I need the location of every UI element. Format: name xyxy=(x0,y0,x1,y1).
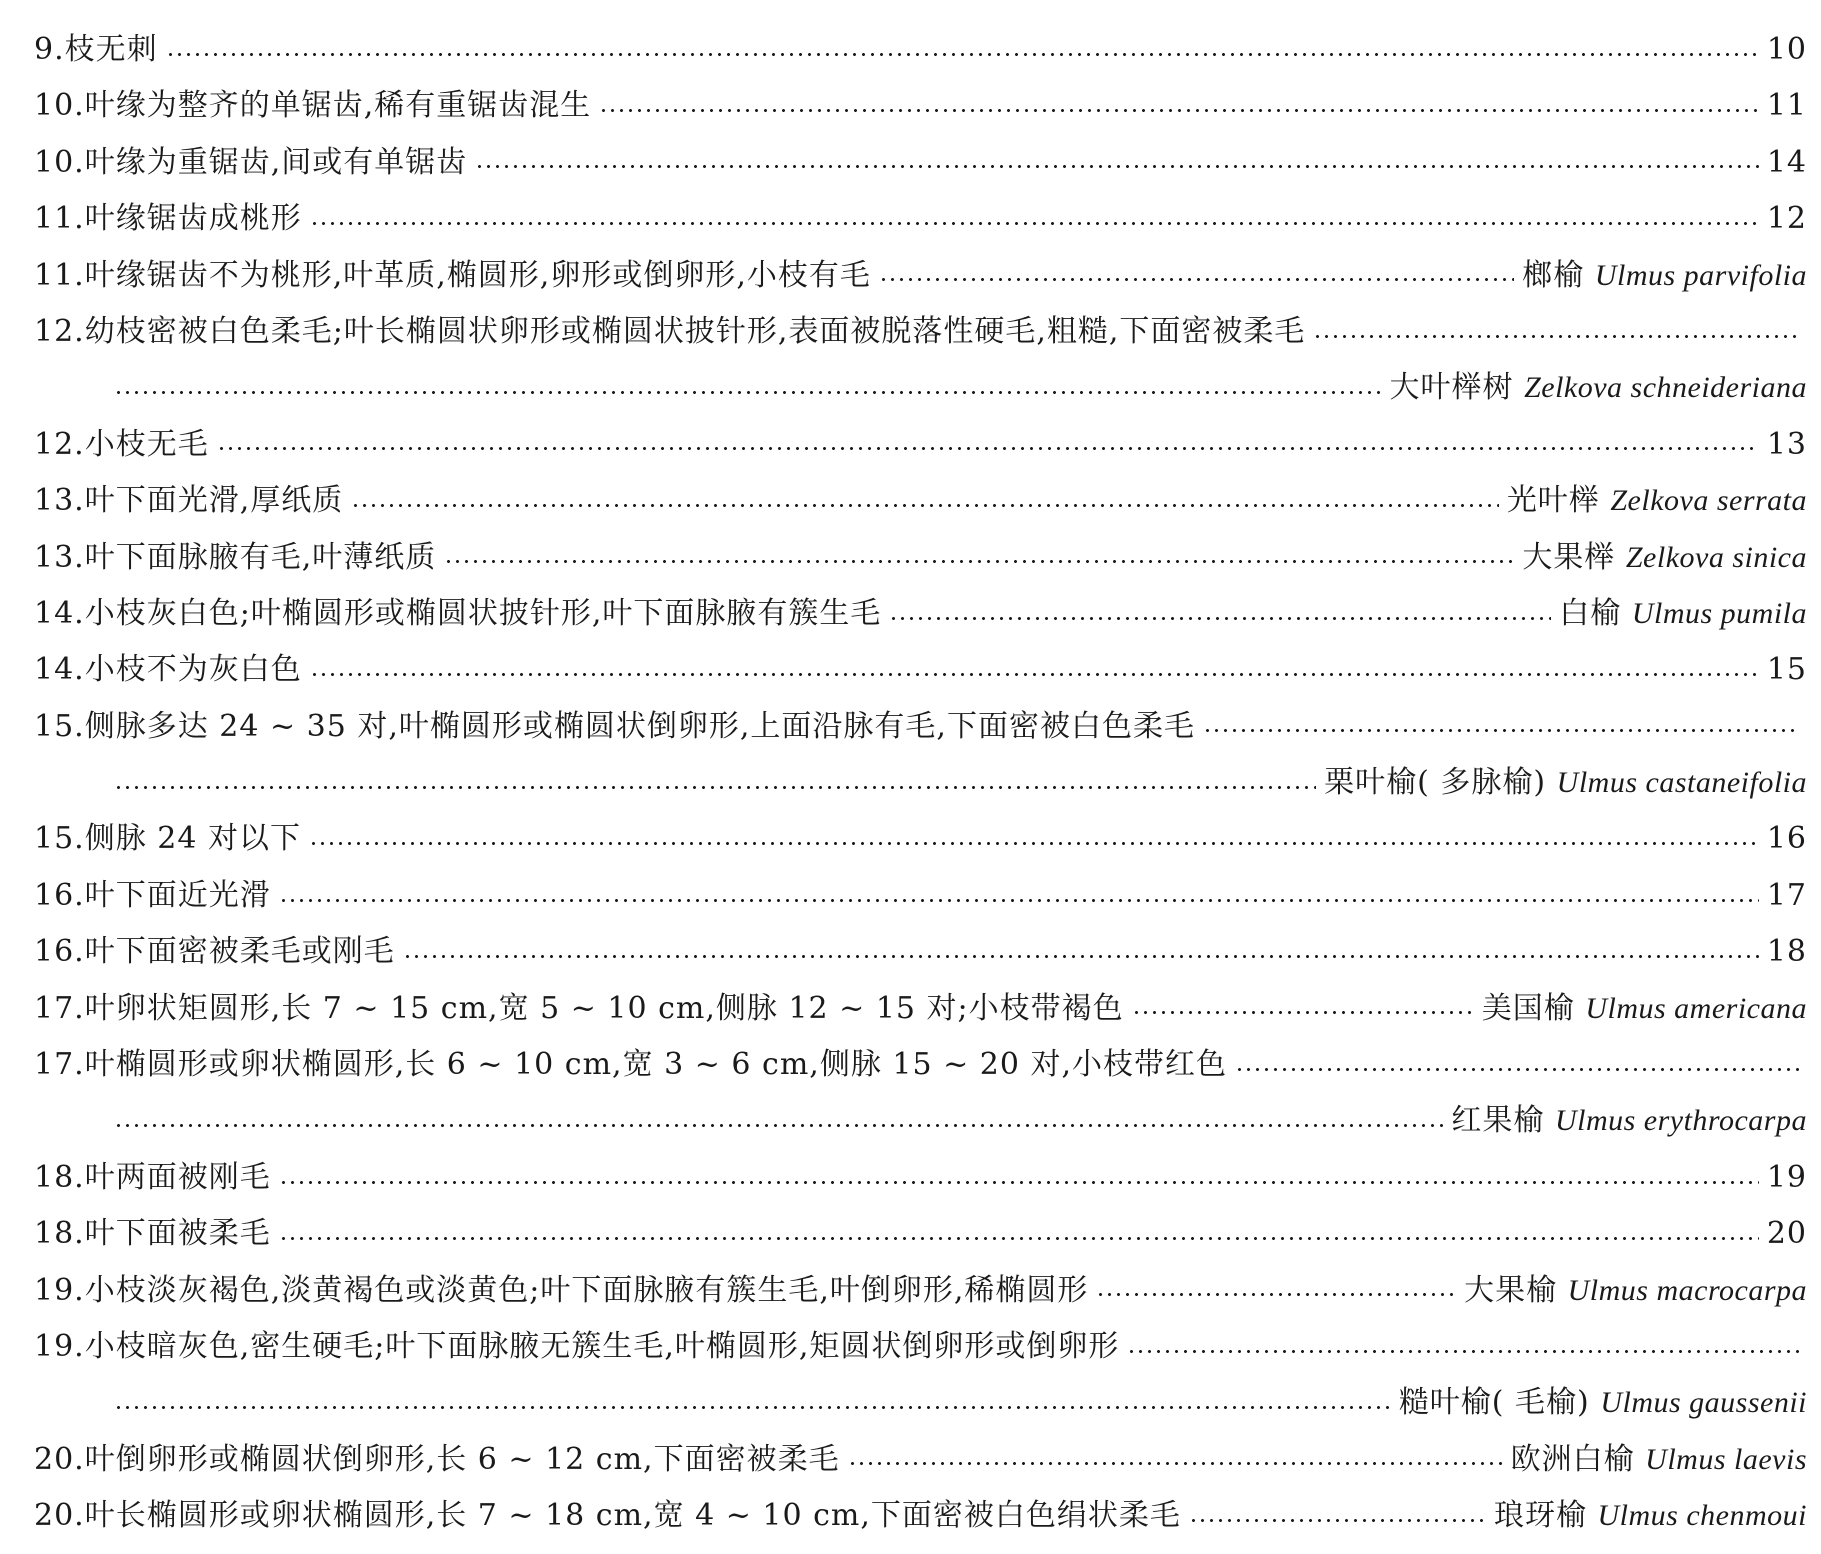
couplet-number: 12. xyxy=(34,426,85,462)
lead-target xyxy=(1451,1093,1807,1149)
couplet-description: 叶两面被刚毛 xyxy=(84,1159,271,1195)
couplet-number: 18. xyxy=(34,1216,85,1252)
couplet-description: 叶长椭圆形或卵状椭圆形,长 7 ~ 18 cm,宽 4 ~ 10 cm,下面密被白色绢状柔毛 xyxy=(84,1498,1181,1534)
species-chinese-name: 糙叶榆( 毛榆) xyxy=(1398,1385,1590,1421)
dot-leader xyxy=(444,559,1514,564)
lead-target xyxy=(1767,868,1807,924)
dot-leader xyxy=(279,1236,1759,1241)
dot-leader xyxy=(114,1123,1443,1128)
couplet-number: 13. xyxy=(34,539,85,575)
lead-target xyxy=(1767,642,1807,698)
lead-target xyxy=(1511,1432,1807,1488)
couplet-description: 叶卵状矩圆形,长 7 ~ 15 cm,宽 5 ~ 10 cm,侧脉 12 ~ 15 对;小枝带褐色 xyxy=(84,990,1124,1026)
dot-leader xyxy=(879,277,1514,282)
dot-leader xyxy=(403,954,1759,959)
dot-leader xyxy=(1235,1067,1799,1072)
couplet-description: 小枝暗灰色,密生硬毛;叶下面脉腋无簇生毛,叶椭圆形,矩圆状倒卵形或倒卵形 xyxy=(84,1328,1120,1364)
species-chinese-name: 大果榉 xyxy=(1522,539,1616,575)
couplet-number: 10. xyxy=(34,88,85,124)
dot-leader xyxy=(475,164,1759,169)
key-line xyxy=(34,530,1807,586)
dot-leader xyxy=(848,1461,1503,1466)
next-couplet-ref: 17 xyxy=(1766,877,1807,913)
key-line xyxy=(34,642,1807,698)
lead-target xyxy=(1767,78,1807,134)
key-line xyxy=(34,1150,1807,1206)
species-latin-name: Ulmus parvifolia xyxy=(1594,258,1807,292)
couplet-number: 12. xyxy=(34,313,85,349)
lead-target xyxy=(1390,360,1807,416)
dot-leader xyxy=(279,1180,1759,1185)
couplet-description: 枝无刺 xyxy=(64,32,158,67)
couplet-number: 11. xyxy=(34,257,85,293)
key-line xyxy=(34,248,1807,304)
key-line-continuation xyxy=(34,755,1807,811)
key-line xyxy=(34,1432,1807,1488)
couplet-description: 叶下面脉腋有毛,叶薄纸质 xyxy=(84,539,437,575)
couplet-description: 叶缘锯齿成桃形 xyxy=(84,201,302,237)
couplet-number: 16. xyxy=(34,877,85,913)
couplet-number: 18. xyxy=(34,1159,85,1195)
couplet-number: 19. xyxy=(34,1272,85,1308)
couplet-number: 11. xyxy=(34,201,85,237)
lead-target xyxy=(1522,530,1807,586)
species-chinese-name: 光叶榉 xyxy=(1506,483,1600,519)
dot-leader xyxy=(309,841,1759,846)
couplet-number: 20. xyxy=(34,1498,85,1534)
couplet-number: 15. xyxy=(34,821,85,857)
next-couplet-ref: 16 xyxy=(1766,821,1807,857)
species-chinese-name: 琅玡榆 xyxy=(1493,1498,1587,1534)
key-line xyxy=(34,1263,1807,1319)
species-chinese-name: 大果榆 xyxy=(1464,1272,1558,1308)
lead-target xyxy=(1507,473,1807,529)
key-line-continuation xyxy=(34,360,1807,416)
key-line xyxy=(34,868,1807,924)
couplet-number: 19. xyxy=(34,1328,85,1364)
couplet-description: 叶缘锯齿不为桃形,叶革质,椭圆形,卵形或倒卵形,小枝有毛 xyxy=(84,257,871,293)
key-line xyxy=(34,473,1807,529)
couplet-number: 10. xyxy=(34,144,85,180)
dot-leader xyxy=(114,785,1316,790)
next-couplet-ref: 19 xyxy=(1766,1159,1807,1195)
couplet-number: 14. xyxy=(34,595,85,631)
couplet-description: 小枝淡灰褐色,淡黄褐色或淡黄色;叶下面脉腋有簇生毛,叶倒卵形,稀椭圆形 xyxy=(84,1272,1089,1308)
couplet-description: 侧脉多达 24 ~ 35 对,叶椭圆形或椭圆状倒卵形,上面沿脉有毛,下面密被白色柔毛 xyxy=(84,708,1195,744)
couplet-description: 叶下面近光滑 xyxy=(84,877,271,913)
next-couplet-ref: 12 xyxy=(1766,201,1807,237)
dot-leader xyxy=(166,52,1759,57)
species-latin-name: Ulmus erythrocarpa xyxy=(1554,1104,1807,1138)
lead-target xyxy=(1767,135,1807,191)
key-line xyxy=(34,586,1807,642)
couplet-description: 叶缘为整齐的单锯齿,稀有重锯齿混生 xyxy=(84,88,592,124)
species-latin-name: Zelkova serrata xyxy=(1610,484,1807,518)
dot-leader xyxy=(1096,1292,1456,1297)
couplet-number: 15. xyxy=(34,708,85,744)
species-latin-name: Ulmus gaussenii xyxy=(1600,1386,1807,1420)
identification-key xyxy=(34,22,1807,1545)
dot-leader xyxy=(1127,1349,1799,1354)
lead-target xyxy=(1767,417,1807,473)
couplet-description: 小枝无毛 xyxy=(84,426,209,462)
couplet-number: 17. xyxy=(34,1047,85,1083)
lead-target xyxy=(1559,586,1807,642)
next-couplet-ref: 11 xyxy=(1766,88,1807,124)
key-line xyxy=(34,924,1807,980)
dot-leader xyxy=(217,446,1759,451)
species-chinese-name: 美国榆 xyxy=(1481,990,1575,1026)
key-line-continuation xyxy=(34,1375,1807,1431)
lead-target xyxy=(1767,1206,1807,1262)
dot-leader xyxy=(1313,334,1799,339)
dot-leader xyxy=(1203,728,1799,733)
species-chinese-name: 欧洲白榆 xyxy=(1510,1441,1635,1477)
couplet-description: 叶下面密被柔毛或刚毛 xyxy=(84,934,395,970)
key-line xyxy=(34,135,1807,191)
key-line xyxy=(34,78,1807,134)
dot-leader xyxy=(310,672,1759,677)
species-latin-name: Ulmus laevis xyxy=(1645,1442,1807,1476)
lead-target xyxy=(1482,981,1807,1037)
species-chinese-name: 栗叶榆( 多脉榆) xyxy=(1324,765,1547,801)
lead-target xyxy=(1522,248,1807,304)
species-chinese-name: 红果榆 xyxy=(1451,1103,1545,1139)
couplet-description: 幼枝密被白色柔毛;叶长椭圆状卵形或椭圆状披针形,表面被脱落性硬毛,粗糙,下面密被柔毛 xyxy=(84,313,1306,349)
key-line xyxy=(34,1037,1807,1093)
key-line xyxy=(34,1488,1807,1544)
species-latin-name: Zelkova sinica xyxy=(1625,540,1807,574)
dot-leader xyxy=(351,503,1499,508)
couplet-number: 16. xyxy=(34,934,85,970)
dot-leader xyxy=(310,221,1759,226)
couplet-description: 小枝灰白色;叶椭圆形或椭圆状披针形,叶下面脉腋有簇生毛 xyxy=(84,595,882,631)
key-line xyxy=(34,811,1807,867)
couplet-description: 侧脉 24 对以下 xyxy=(84,821,301,857)
species-chinese-name: 大叶榉树 xyxy=(1389,370,1514,406)
dot-leader xyxy=(889,616,1551,621)
couplet-number: 17. xyxy=(34,990,85,1026)
couplet-description: 叶下面光滑,厚纸质 xyxy=(84,483,344,519)
couplet-number: 13. xyxy=(34,483,85,519)
key-line xyxy=(34,699,1807,755)
species-latin-name: Zelkova schneideriana xyxy=(1524,371,1807,405)
next-couplet-ref: 15 xyxy=(1766,652,1807,688)
lead-target xyxy=(1767,22,1807,78)
lead-target xyxy=(1767,1150,1807,1206)
key-line xyxy=(34,304,1807,360)
couplet-description: 叶下面被柔毛 xyxy=(84,1216,271,1252)
key-line xyxy=(34,981,1807,1037)
key-line xyxy=(34,1319,1807,1375)
species-chinese-name: 白榆 xyxy=(1559,595,1622,631)
dot-leader xyxy=(1132,1010,1474,1015)
dot-leader xyxy=(1189,1518,1486,1523)
lead-target xyxy=(1767,811,1807,867)
dot-leader xyxy=(114,390,1382,395)
dot-leader xyxy=(279,898,1759,903)
next-couplet-ref: 14 xyxy=(1766,144,1807,180)
dot-leader xyxy=(114,1405,1391,1410)
species-chinese-name: 榔榆 xyxy=(1522,257,1585,293)
lead-target xyxy=(1767,924,1807,980)
species-latin-name: Ulmus americana xyxy=(1585,991,1807,1025)
next-couplet-ref: 20 xyxy=(1766,1216,1807,1252)
species-latin-name: Ulmus castaneifolia xyxy=(1556,766,1807,800)
species-latin-name: Ulmus chenmoui xyxy=(1597,1499,1807,1533)
couplet-number: 9. xyxy=(34,32,65,67)
couplet-number: 14. xyxy=(34,652,85,688)
couplet-description: 小枝不为灰白色 xyxy=(84,652,302,688)
species-latin-name: Ulmus macrocarpa xyxy=(1567,1273,1807,1307)
key-line xyxy=(34,1206,1807,1262)
lead-target xyxy=(1464,1263,1807,1319)
key-line xyxy=(34,417,1807,473)
next-couplet-ref: 10 xyxy=(1766,32,1807,67)
lead-target xyxy=(1324,755,1807,811)
species-latin-name: Ulmus pumila xyxy=(1631,596,1807,630)
key-line xyxy=(34,22,1807,78)
next-couplet-ref: 18 xyxy=(1766,934,1807,970)
couplet-description: 叶倒卵形或椭圆状倒卵形,长 6 ~ 12 cm,下面密被柔毛 xyxy=(84,1441,840,1477)
dot-leader xyxy=(599,108,1759,113)
lead-target xyxy=(1399,1375,1807,1431)
couplet-description: 叶缘为重锯齿,间或有单锯齿 xyxy=(84,144,468,180)
key-line xyxy=(34,191,1807,247)
couplet-number: 20. xyxy=(34,1441,85,1477)
couplet-description: 叶椭圆形或卵状椭圆形,长 6 ~ 10 cm,宽 3 ~ 6 cm,侧脉 15 ~ 20 对,小枝带红色 xyxy=(84,1047,1227,1083)
lead-target xyxy=(1767,191,1807,247)
key-line-continuation xyxy=(34,1093,1807,1149)
next-couplet-ref: 13 xyxy=(1766,426,1807,462)
lead-target xyxy=(1494,1488,1807,1544)
